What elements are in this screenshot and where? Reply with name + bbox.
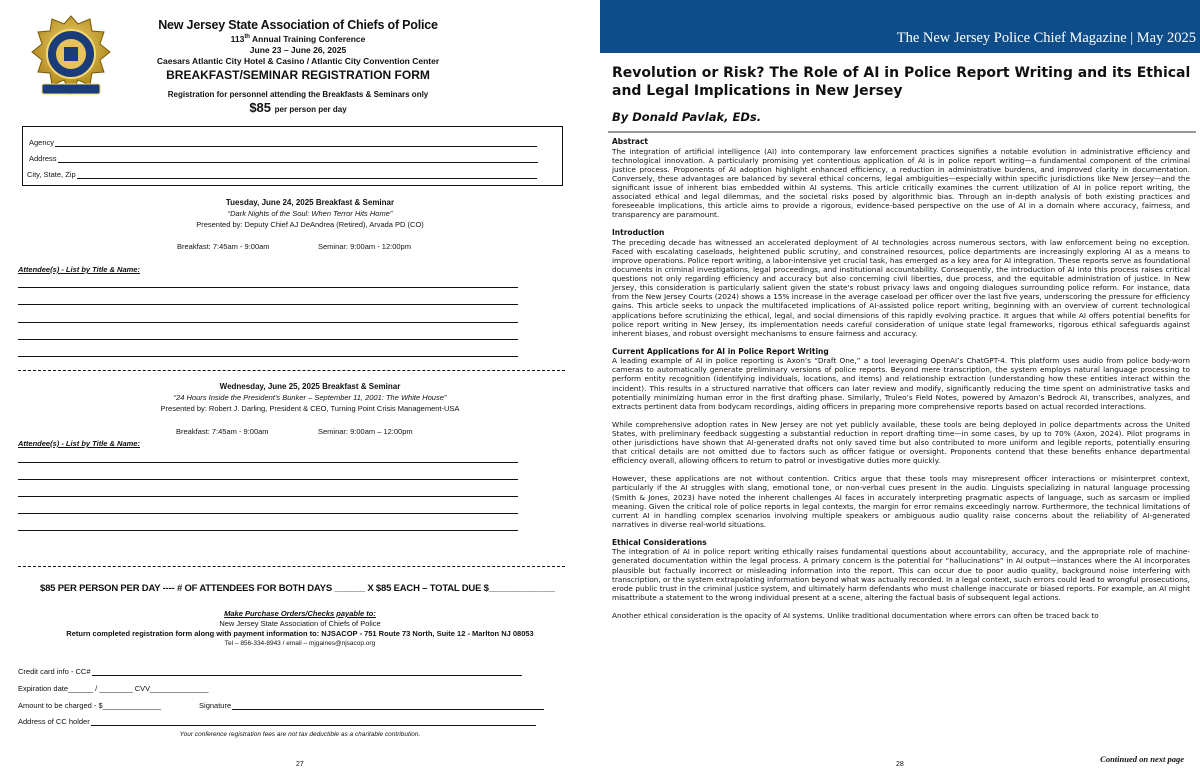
ethics-text-2: Another ethical consideration is the opacity of AI systems. Unlike traditional documentation where errors can often be traced back to bbox=[612, 610, 1099, 620]
magazine-banner-text: The New Jersey Police Chief Magazine | May 2025 bbox=[896, 30, 1196, 46]
section-heading-abstract: Abstract bbox=[612, 137, 649, 146]
cc-amount-signature-field[interactable]: Amount to be charged - $______________ Signature bbox=[18, 701, 544, 710]
cc-expiration-cvv-field[interactable]: Expiration date______ / ________ CVV______________ bbox=[18, 684, 209, 693]
page-number-right: 28 bbox=[896, 761, 904, 768]
title-divider bbox=[608, 131, 1196, 133]
continued-link[interactable]: Continued on next page bbox=[1100, 754, 1184, 764]
session-2-info: Wednesday, June 25, 2025 Breakfast & Seminar “24 Hours Inside the President’s Bunker – September 11, 2001: The White House” Presented by: Robert J. Darling, President & CEO, Turning Point Crisis Management-USA bbox=[160, 382, 460, 413]
attendee-line[interactable] bbox=[18, 339, 518, 340]
agency-address-box bbox=[22, 126, 563, 186]
org-name: New Jersey State Association of Chiefs of Police bbox=[158, 18, 438, 32]
session-1-info: Tuesday, June 24, 2025 Breakfast & Seminar “Dark Nights of the Soul: When Terror Hits Home” Presented by: Deputy Chief AJ DeAndrea (Retired), Arvada PD (CO) bbox=[196, 198, 424, 229]
cc-holder-address-field[interactable]: Address of CC holder bbox=[18, 717, 536, 726]
conference-venue: Caesars Atlantic City Hotel & Casino / Atlantic City Convention Center bbox=[156, 55, 440, 66]
page-number-left: 27 bbox=[296, 761, 304, 768]
conference-dates: June 23 – June 26, 2025 bbox=[249, 44, 347, 55]
form-header bbox=[118, 18, 478, 115]
article-title: Revolution or Risk? The Role of AI in Police Report Writing and its Ethical and Legal Implications in New Jersey bbox=[612, 65, 1191, 99]
form-title: BREAKFAST/SEMINAR REGISTRATION FORM bbox=[166, 67, 430, 82]
conference-name: 113th Annual Training Conference bbox=[230, 33, 366, 44]
city-state-zip-field[interactable]: City, State, Zip bbox=[27, 170, 537, 179]
section-divider bbox=[18, 370, 565, 371]
total-due-line: $85 PER PERSON PER DAY ---- # OF ATTENDEES FOR BOTH DAYS ______ X $85 EACH – TOTAL DUE $_____________ bbox=[40, 583, 555, 594]
registration-note: Registration for personnel attending the Breakfasts & Seminars only bbox=[167, 89, 429, 99]
attendee-label-1: Attendee(s) - List by Title & Name: bbox=[18, 265, 140, 274]
attendee-line[interactable] bbox=[18, 496, 518, 497]
current-applications-text: A leading example of AI in police reporting is Axon’s “Draft One,” a tool leveraging OpenAI’s ChatGPT-4. This platform uses audio from police body-worn cameras to automatically generate preliminary versions of police reports. Beyond mere transcription, the system employs natural language processing to perform entity recognition (identifying individuals, locations, and items) and relationship extraction (understanding how these entities interact within the incident). This results in a structured narrative that officers can later review and modify, significantly reducing the time spent on administrative tasks and potentially minimizing human error in the first drafting phase. Similarly, Truleo’s Field Notes, powered by Amazon’s Bedrock AI, transcribes, analyzes, and extracts pertinent data from bodycam recordings, aiding officers in preparing more comprehensive reports based on actual recorded interactions. bbox=[612, 356, 1190, 411]
attendee-line[interactable] bbox=[18, 304, 518, 305]
agency-field[interactable]: Agency bbox=[29, 138, 537, 147]
attendee-line[interactable] bbox=[18, 479, 518, 480]
attendee-line[interactable] bbox=[18, 530, 518, 531]
article-body bbox=[612, 137, 1190, 629]
attendee-line[interactable] bbox=[18, 322, 518, 323]
section-heading-introduction: Introduction bbox=[612, 228, 665, 238]
article-byline: By Donald Pavlak, EDs. bbox=[612, 110, 762, 124]
session-2-breakfast: Breakfast: 7:45am - 9:00am bbox=[176, 427, 269, 436]
introduction-text: The preceding decade has witnessed an accelerated deployment of AI technologies across numerous sectors, with law enforcement being no exception. Faced with escalating caseloads, heightened public scrutiny, and constrained resources, police departments are increasingly exploring AI as a means to improve operations. Police report writing, a labor-intensive yet crucial task, has emerged as a key area for AI integration. These reports serve as foundational documents in criminal investigations, legal proceedings, and institutional accountability. Consequently, the introduction of AI into this process raises critical questions not only regarding efficiency and accuracy but also concerning civil liberties, due process, and the equitable administration of justice. In New Jersey, this consideration is particularly salient given the state's robust privacy laws and ongoing dialogues surrounding police reform. For instance, data from the New Jersey Courts (2024) shows a 15% increase in the average caseload per officer over the last five years, underscoring the pressure for efficiency gains. This article seeks to unpack the multifaceted implications of AI-assisted police report writing, beginning with an overview of current technological applications before scrutinizing the ethical, legal, and social dimensions of this rapidly evolving practice. It argues that while AI offers potential benefits for police report writing in New Jersey, its implementation needs careful consideration of unique state legal frameworks, rigorous ethical safeguards against inherent biases, and robust oversight mechanisms to ensure fairness and accuracy. bbox=[612, 237, 1190, 338]
address-field[interactable]: Address bbox=[29, 154, 538, 163]
payment-instructions: Make Purchase Orders/Checks payable to: New Jersey State Association of Chiefs of Police Return completed registration form along with payment information to: NJSACOP - 751 Route 73 North, Suite 12 - Marlton NJ 08053 Tel – 856-334-8943 / email – mjgaines@njsacop.org bbox=[66, 609, 534, 647]
attendee-label-2: Attendee(s) - List by Title & Name: bbox=[18, 439, 140, 448]
ethics-text: The integration of AI in police report writing ethically raises fundamental questions about accountability, accuracy, and the appropriate role of machine-generated documentation within the legal process. A primary concern is the potential for “hallucinations” in AI output—instances where the AI incorporates plausible but factually incorrect or misleading information into the report. This can occur due to poor audio quality, background noise interfering with transcription, or the system extrapolating information beyond what was actually recorded. In a legal context, such errors could lead to wrongful prosecutions, erode public trust in the criminal justice system, and ultimately harm defendants who must challenge inaccurate or biased reports. For example, an AI might misattribute a statement to the wrong individual present at a scene, altering the factual basis of subsequent legal actions. bbox=[612, 547, 1190, 602]
session-1-seminar: Seminar: 9:00am - 12:00pm bbox=[318, 242, 411, 251]
section-heading-current-applications: Current Applications for AI in Police Report Writing bbox=[612, 346, 829, 356]
session-2-seminar: Seminar: 9:00am – 12:00pm bbox=[318, 427, 413, 436]
cc-number-field[interactable]: Credit card info - CC# bbox=[18, 667, 522, 676]
abstract-text: The integration of artificial intelligence (AI) into contemporary law enforcement practices signifies a notable evolution in administrative efficiency and technological innovation. A particularly promising yet contentious application of AI is in police report writing—a fundamental component of the criminal justice process. Proponents of AI adoption highlight enhanced efficiency, a reduction in administrative burdens, and improved clarity in documentation. Conversely, these advantages are balanced by several ethical concerns, legal ambiguities—especially within specific jurisdictions like New Jersey—and the significant issue of inherent bias embedded within AI systems. This article critically examines the current utilization of AI in police report writing, the associated ethical and legal dilemmas, and the societal risks posed by algorithmic bias. Through an in-depth analysis of both existing practices and foreseeable implications, this article aims to provide a rigorous, evidence-based perspective on the use of AI in a domain where accuracy, fairness, and transparency are paramount. bbox=[612, 146, 1190, 220]
attendee-line[interactable] bbox=[18, 513, 518, 514]
current-applications-text-3: However, these applications are not without contention. Critics argue that these tools may misrepresent officer interactions or misinterpret context, particularly if the AI struggles with slang, emotional tone, or non-verbal cues present in the audio. Linguists specializing in natural language processing (Smith & Jones, 2023) have noted the inherent challenges AI faces in accurately interpreting pragmatic aspects of language, such as sarcasm or implied meaning. Given the critical role of police reports in legal contexts, the margin for error remains exceedingly narrow. Furthermore, the technical limitations of current AI in handling complex scenarios involving multiple speakers or ambiguous audio quality raise concerns about the reliability of AI-generated narratives in diverse real-world situations. bbox=[612, 474, 1190, 529]
tax-note: Your conference registration fees are not tax deductible as a charitable contribution. bbox=[179, 731, 421, 738]
attendee-line[interactable] bbox=[18, 356, 518, 357]
price-line: $85 per person per day bbox=[249, 99, 347, 115]
police-badge-icon bbox=[30, 14, 112, 100]
section-divider bbox=[18, 566, 565, 567]
attendee-line[interactable] bbox=[18, 287, 518, 288]
session-1-breakfast: Breakfast: 7:45am - 9:00am bbox=[177, 242, 270, 251]
current-applications-text-2: While comprehensive adoption rates in New Jersey are not yet publicly available, these tools are being deployed in police departments across the United States, with preliminary feedback suggesting a substantial reduction in report drafting time—in some cases, by up to 70% (Axon, 2024). Pilot programs in other jurisdictions have shown that AI-generated drafts not only saved time but also contributed to more uniform and legible reports, potentially ensuring that critical details are not omitted due to factors such as officer fatigue or oversight. Proponents contend that these benefits enhance departmental efficiency overall, allowing officers to return to patrol or investigative duties more quickly. bbox=[612, 419, 1190, 466]
attendee-line[interactable] bbox=[18, 462, 518, 463]
section-heading-ethics: Ethical Considerations bbox=[612, 537, 707, 547]
article-page bbox=[600, 0, 1200, 776]
